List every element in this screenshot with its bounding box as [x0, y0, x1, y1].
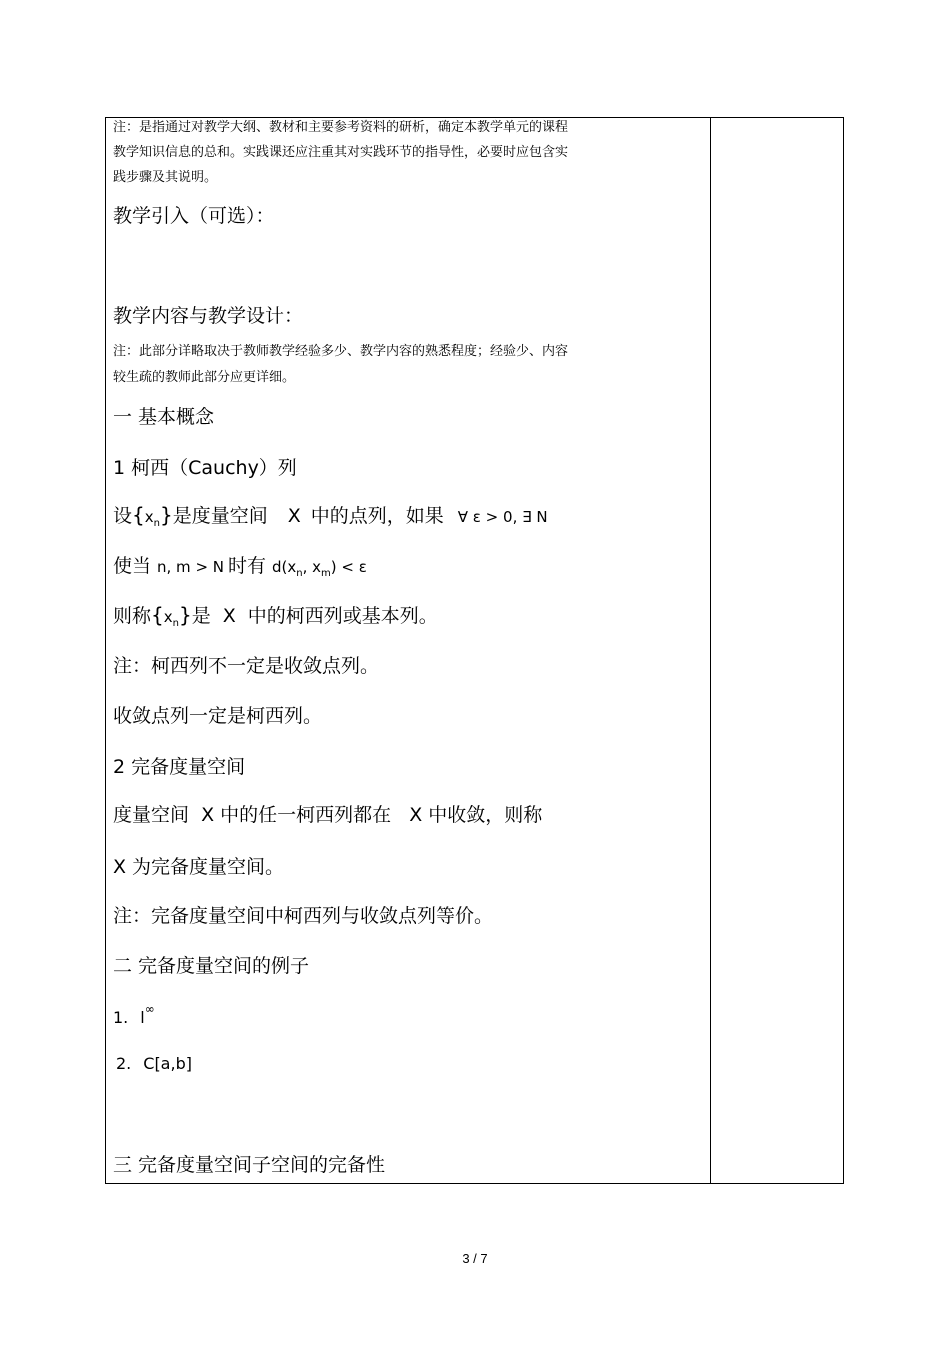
- cauchy-condition: [113, 554, 367, 582]
- then-prefix: 则称: [113, 605, 152, 627]
- note2-line1: 注：此部分详略取决于教师教学经验多少、教学内容的熟悉程度；经验少、内容: [113, 344, 569, 359]
- ex1-number: 1.: [113, 1008, 129, 1027]
- seq-subscript: n: [153, 518, 160, 529]
- content-table: [105, 117, 844, 1184]
- dist-sub-m: m: [321, 568, 331, 579]
- def-prefix: 设: [113, 505, 133, 527]
- note2-line2: 较生疏的教师此部分应更详细。: [113, 370, 296, 385]
- column-divider: [710, 118, 711, 1183]
- when-mid: 时有: [228, 555, 267, 577]
- forall-expression: ∀ ε > 0, ∃ N: [457, 508, 548, 526]
- remark1: 注：柯西列不一定是收敛点列。: [113, 655, 380, 677]
- right-brace: }: [159, 503, 173, 527]
- cauchy-conclusion: [113, 603, 438, 632]
- example2: [116, 1054, 192, 1073]
- ex2-symbol: C[a,b]: [143, 1054, 192, 1073]
- section3-title: 三 完备度量空间子空间的完备性: [113, 1154, 386, 1176]
- complete-title: 2 完备度量空间: [113, 756, 246, 778]
- complete-line1: 度量空间 X 中的任一柯西列都在 X 中收敛，则称: [113, 804, 543, 826]
- dist-end: ) < ε: [330, 558, 367, 576]
- content-heading: 教学内容与教学设计：: [113, 305, 304, 327]
- intro-heading: 教学引入（可选）：: [113, 205, 275, 227]
- then-end: 中的柯西列或基本列。: [247, 605, 438, 627]
- ex2-number: 2.: [116, 1054, 132, 1073]
- when-condition: n, m > N: [157, 558, 224, 576]
- cauchy-title: 1 柯西（Cauchy）列: [113, 457, 297, 479]
- ex1-symbol: l: [140, 1008, 145, 1027]
- def-mid2: 中的点列，如果: [310, 505, 444, 527]
- seq-symbol-2: x: [163, 608, 173, 626]
- cauchy-definition: [113, 503, 548, 532]
- when-prefix: 使当: [113, 555, 152, 577]
- seq-subscript-2: n: [172, 618, 179, 629]
- dist-sub-n: n: [296, 568, 303, 579]
- space-symbol: X: [287, 505, 301, 527]
- page-number: 3 / 7: [462, 1251, 488, 1266]
- dist-comma: , x: [302, 558, 322, 576]
- section1-title: 一 基本概念: [113, 406, 215, 428]
- right-brace-2: }: [178, 603, 192, 627]
- remark2: 收敛点列一定是柯西列。: [113, 705, 323, 727]
- note1-line3: 践步骤及其说明。: [113, 170, 218, 185]
- left-brace-2: {: [151, 603, 164, 627]
- left-brace: {: [132, 503, 145, 527]
- complete-line2: X 为完备度量空间。: [113, 856, 285, 878]
- dist-start: d(x: [272, 558, 297, 576]
- seq-symbol: x: [144, 508, 154, 526]
- then-mid: 是: [191, 605, 211, 627]
- note1-line2: 教学知识信息的总和。实践课还应注重其对实践环节的指导性，必要时应包含实: [113, 145, 569, 160]
- ex1-superscript: ∞: [144, 1002, 155, 1016]
- example1: [113, 1002, 155, 1027]
- section2-title: 二 完备度量空间的例子: [113, 955, 310, 977]
- remark3: 注：完备度量空间中柯西列与收敛点列等价。: [113, 905, 494, 927]
- space-symbol-2: X: [222, 605, 236, 627]
- def-mid: 是度量空间: [172, 505, 268, 527]
- note1-line1: 注：是指通过对教学大纲、教材和主要参考资料的研析，确定本教学单元的课程: [113, 120, 569, 135]
